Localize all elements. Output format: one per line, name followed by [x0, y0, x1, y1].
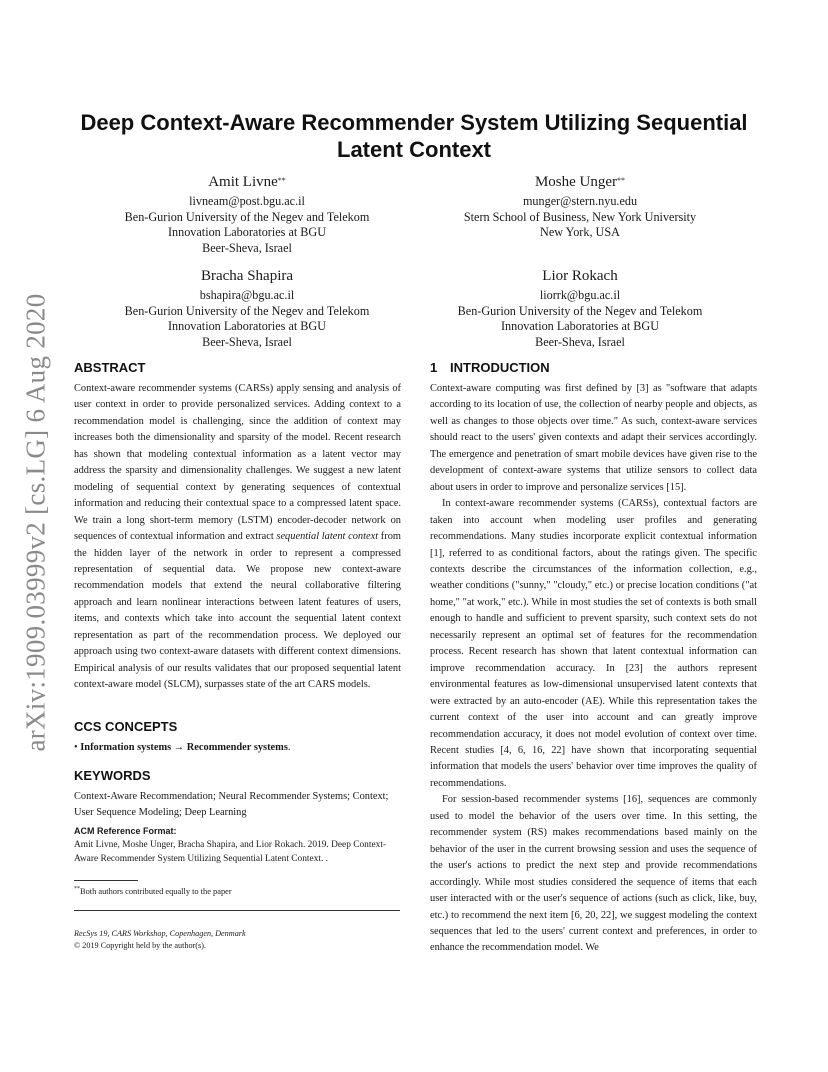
author-email: munger@stern.nyu.edu	[522, 194, 638, 208]
arxiv-stamp	[18, 290, 55, 755]
author-email: bshapira@bgu.ac.il	[199, 288, 295, 302]
ccs-subconcept: Recommender systems	[186, 742, 288, 753]
equal-contribution-mark: **	[617, 176, 626, 185]
section-number: 1	[430, 360, 438, 375]
arxiv-identifier: arXiv:1909.03999v2 [cs.LG] 6 Aug 2020	[21, 293, 51, 752]
intro-paragraph-3: For session-based recommender systems [16], sequences are commonly used to model the behavior of the users over time. In this setting, the recommender system (RS) makes recommendations based mainly on the behavior of the user in the current browsing session and uses the sequence of the user's actions to predict the next step and provide recommendations accordingly. While most studies considered the sequence of items that each user interacted with or the user's sequence of actions (such as click, like, buy, etc.) to recommend the next item [6, 20, 22], we suggest modeling the context sequences that led to the users' current context and preferences, in order to enhance the recommendation model. We	[430, 794, 757, 954]
author-name: Lior Rokach	[542, 268, 618, 284]
copyright: © 2019 Copyright held by the author(s).	[74, 940, 206, 950]
right-column	[430, 359, 757, 957]
author-location: Beer-Sheva, Israel	[202, 240, 292, 255]
title-line-1: Deep Context-Aware Recommender System Utilizing Sequential	[80, 110, 748, 135]
author-block-2	[410, 173, 750, 241]
author-block-3	[77, 267, 417, 350]
author-location: Beer-Sheva, Israel	[202, 334, 292, 349]
ccs-section	[74, 718, 401, 756]
ccs-concept: Information systems	[80, 742, 172, 753]
title-line-2: Latent Context	[337, 137, 491, 162]
paper-title	[60, 109, 768, 163]
author-block-4	[410, 267, 750, 350]
conference-info	[74, 928, 246, 951]
author-location: Beer-Sheva, Israel	[535, 334, 625, 349]
author-affiliation: Stern School of Business, New York University	[463, 209, 697, 224]
author-affiliation: Ben-Gurion University of the Negev and Telekom	[124, 209, 370, 224]
acm-reference-text: Amit Livne, Moshe Unger, Bracha Shapira, and Lior Rokach. 2019. Deep Context-Aware Recommender System Utilizing Sequential Latent Context. .	[74, 840, 387, 864]
conference-rule	[74, 910, 400, 911]
author-name: Moshe Unger	[534, 174, 618, 190]
author-email: livneam@post.bgu.ac.il	[189, 194, 305, 208]
acm-reference	[74, 825, 401, 866]
author-affiliation: Ben-Gurion University of the Negev and Telekom	[457, 303, 703, 318]
abstract-text: Context-aware recommender systems (CARSs) apply sensing and analysis of user context in order to provide personalized services. Adding context to a recommendation model is challenging, since the addition of context may increases both the dimensionality and sparsity of the model. Recent research has shown that modeling contextual information as a latent vector may address the sparsity and dimensionality challenges. We suggest a new latent modeling of sequential context by generating sequences of contextual information and reducing their contextual space to a compressed latent space. We train a long short-term memory (LSTM) encoder-decoder network on sequences of contextual information and extract sequential latent context from the hidden layer of the network in order to represent a compressed representation of sequential data. We propose new context-aware recommendation models that extend the neural collaborative filtering approach and learn nonlinear interactions between latent features of users, items, and contexts which take into account the sequential latent context representation as part of the recommendation process. We deployed our approach using two context-aware datasets with different context dimensions. Empirical analysis of our results validates that our proposed sequential latent context-aware model (SLCM), surpasses state of the art CARS models.	[74, 383, 401, 691]
conference-venue: RecSys 19, CARS Workshop, Copenhagen, Denmark	[74, 929, 246, 938]
abstract-emphasis: sequential latent context	[276, 531, 379, 543]
author-affiliation: Innovation Laboratories at BGU	[167, 225, 327, 239]
left-column	[74, 359, 401, 694]
acm-reference-heading: ACM Reference Format:	[74, 826, 177, 836]
abstract-heading: ABSTRACT	[74, 360, 146, 375]
author-block-1	[77, 173, 417, 256]
ccs-concept-line: • Information systems → Recommender systems.	[74, 742, 291, 753]
author-affiliation: Innovation Laboratories at BGU	[500, 319, 660, 333]
author-affiliation: Ben-Gurion University of the Negev and Telekom	[124, 303, 370, 318]
keywords-heading: KEYWORDS	[74, 768, 151, 783]
footnote: **Both authors contributed equally to the paper	[74, 886, 232, 896]
equal-contribution-mark: **	[277, 176, 286, 185]
author-email: liorrk@bgu.ac.il	[539, 288, 621, 302]
author-location: New York, USA	[540, 225, 620, 239]
ccs-heading: CCS CONCEPTS	[74, 719, 178, 734]
author-name: Bracha Shapira	[200, 268, 294, 284]
footnote-rule	[74, 880, 138, 881]
introduction-heading: 1 INTRODUCTION	[430, 360, 550, 375]
author-affiliation: Innovation Laboratories at BGU	[167, 319, 327, 333]
intro-paragraph-1: Context-aware computing was first defined by [3] as "software that adapts according to its location of use, the collection of nearby people and objects, as well as changes to those objects over time." As such, context-aware services should react to the users' given contexts and adapt their services accordingly. The emergence and penetration of smart mobile devices have given rise to the development of context-aware systems that utilize sensors to collect data about users in order to improve and personalize services [15].	[430, 383, 757, 493]
author-name: Amit Livne	[208, 174, 278, 190]
keywords-text: Context-Aware Recommendation; Neural Recommender Systems; Context; User Sequence Modeling; Deep Learning	[74, 791, 389, 819]
keywords-section	[74, 767, 401, 822]
intro-paragraph-2: In context-aware recommender systems (CARSs), contextual factors are taken into account when modeling user profiles and generating recommendations. Many studies incorporate explicit contextual information [1], referred to as conditional factors, about the ratings given. The specific contexts describe the circumstances of the information collection, e.g., weather conditions ("sunny," "cloudy," etc.) or precise location conditions ("at home," "at work," etc.). While in most studies the set of contexts is both small enough to handle and sufficient to prevent sparsity, such context sets do not necessarily represent an optimal set of features for the recommendation process. Recent research has shown that latent contextual information can improve recommendation accuracy. In [23] the authors represent environmental features as low-dimensional unsupervised latent contexts that were extracted by an auto-encoder (AE). While this representation takes the current context of the user into account and can greatly improve recommendation accuracy, it does not model evolution of context over time. Recent studies [4, 6, 16, 22] have shown that incorporating sequential information that models the users' behavior over time improves the quality of recommendations.	[430, 498, 757, 789]
